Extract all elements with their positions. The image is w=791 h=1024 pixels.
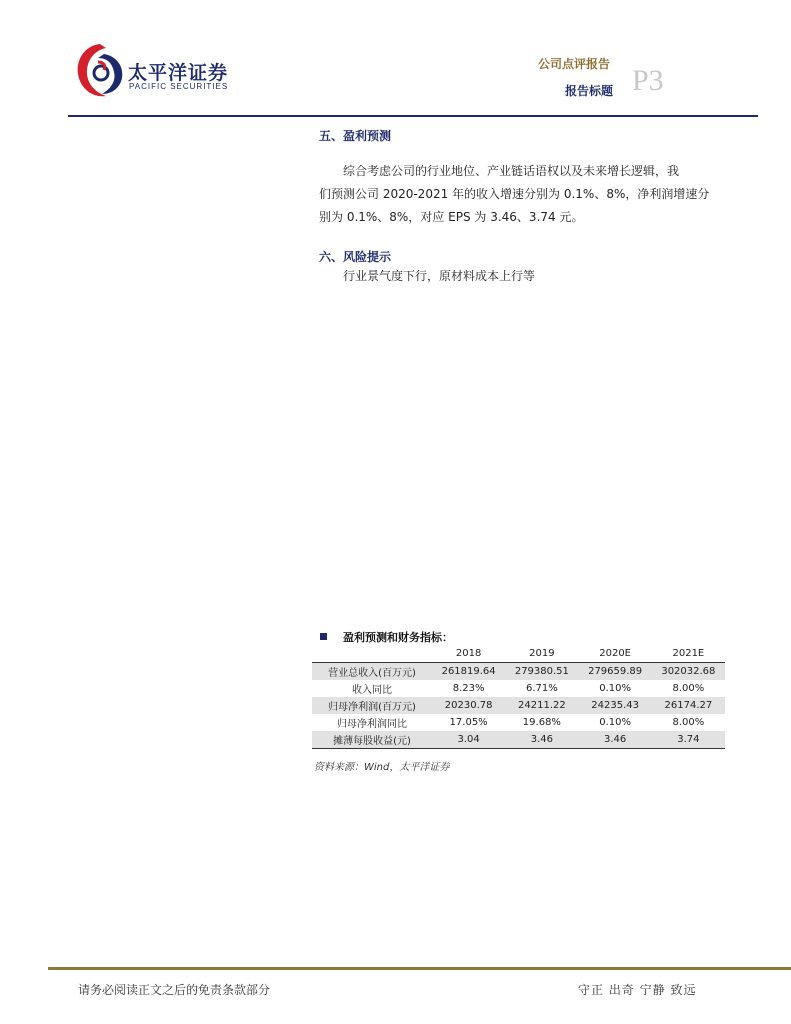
row-label: 收入同比	[352, 685, 392, 696]
paragraph-line: 们预测公司 2020-2021 年的收入增速分别为 0.1%、8%，净利润增速分	[319, 187, 710, 201]
table-cell: 279380.51	[505, 663, 578, 681]
section-paragraph-profit-forecast	[319, 160, 729, 229]
table-cell: 3.46	[579, 731, 652, 749]
table-cell: 20230.78	[432, 697, 505, 714]
paragraph-line: 行业景气度下行，原材料成本上行等	[343, 269, 536, 283]
table-cell: 26174.27	[652, 697, 725, 714]
pacific-securities-logo-icon	[74, 40, 126, 100]
header-divider	[68, 115, 758, 117]
table-row	[312, 731, 725, 749]
table-cell: 24211.22	[505, 697, 578, 714]
table-row	[312, 714, 725, 731]
row-label: 营业总收入(百万元)	[312, 663, 432, 681]
table-row	[312, 697, 725, 714]
table-cell: 24235.43	[579, 697, 652, 714]
table-cell: 3.46	[505, 731, 578, 749]
table-header-cell	[312, 645, 432, 663]
table-cell: 0.10%	[599, 683, 632, 694]
table-cell: 6.71%	[525, 683, 558, 694]
table-cell: 279659.89	[579, 663, 652, 681]
table-cell: 8.00%	[672, 717, 705, 728]
row-label: 归母净利润同比	[337, 719, 407, 730]
table-title-text: 盈利预测和财务指标：	[343, 631, 453, 644]
section-paragraph-risk	[319, 265, 729, 288]
table-cell: 3.74	[652, 731, 725, 749]
report-type: 公司点评报告	[538, 57, 611, 71]
table-row	[312, 663, 725, 681]
table-title	[320, 629, 453, 645]
table-cell: 302032.68	[652, 663, 725, 681]
company-logo	[74, 40, 234, 110]
report-title: 报告标题	[565, 84, 614, 98]
table-source-note: 资料来源：Wind，太平洋证券	[314, 762, 450, 773]
row-label: 摊薄每股收益(元)	[312, 731, 432, 749]
table-cell: 19.68%	[522, 717, 561, 728]
footer-divider	[48, 967, 791, 970]
table-cell: 8.00%	[672, 683, 705, 694]
section-heading-profit-forecast: 五、盈利预测	[319, 129, 392, 143]
table-cell: 0.10%	[599, 717, 632, 728]
table-header-cell: 2019	[505, 645, 578, 663]
table-cell: 8.23%	[452, 683, 485, 694]
table-cell: 3.04	[432, 731, 505, 749]
financial-forecast-table	[312, 645, 725, 749]
footer-disclaimer: 请务必阅读正文之后的免责条款部分	[78, 983, 271, 997]
table-header-cell: 2021E	[652, 645, 725, 663]
table-cell: 17.05%	[449, 717, 488, 728]
table-header-cell: 2020E	[579, 645, 652, 663]
table-row	[312, 680, 725, 697]
table-header-row	[312, 645, 725, 663]
bullet-square-icon	[320, 633, 327, 640]
brand-name-en: PACIFIC SECURITIES	[129, 82, 229, 91]
row-label: 归母净利润(百万元)	[312, 697, 432, 714]
footer-motto: 守正 出奇 宁静 致远	[578, 983, 697, 997]
paragraph-line: 别为 0.1%、8%，对应 EPS 为 3.46、3.74 元。	[319, 210, 584, 224]
table-cell: 261819.64	[432, 663, 505, 681]
section-heading-risk: 六、风险提示	[319, 250, 392, 264]
brand-name-cn: 太平洋证券	[128, 62, 229, 84]
page-number: P3	[632, 64, 664, 97]
table-header-cell: 2018	[432, 645, 505, 663]
paragraph-line: 综合考虑公司的行业地位、产业链话语权以及未来增长逻辑，我	[343, 164, 680, 178]
